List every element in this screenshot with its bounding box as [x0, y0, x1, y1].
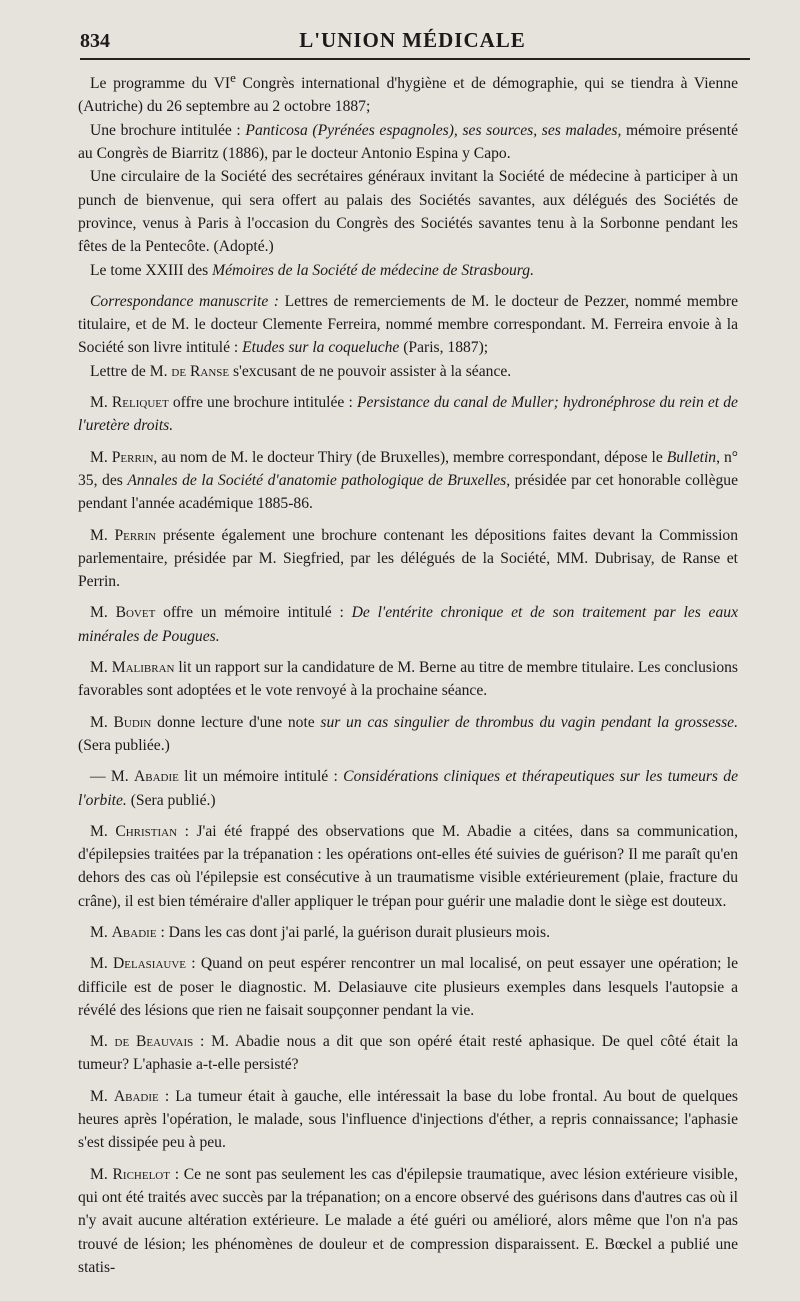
paragraph: Correspondance manuscrite : Lettres de remerciements de M. le docteur de Pezzer, nommé membre titulaire, et de M. le docteur Clemente Ferreira, nommé membre correspondant. M. Ferreira envoie à la Société son livre intitulé : Etudes sur la coqueluche (Paris, 1887); — [78, 292, 739, 357]
paragraph: Une brochure intitulée : Panticosa (Pyrénées espagnoles), ses sources, ses malades, mémoire présenté au Congrès de Biarritz (1886), par le docteur Antonio Espina y Capo. — [78, 121, 739, 163]
page-header — [80, 22, 745, 52]
paragraph: M. Reliquet offre une brochure intitulée : Persistance du canal de Muller; hydronéphrose du rein et de l'uretère droits. — [78, 394, 738, 435]
paragraph: M. Delasiauve : Quand on peut espérer rencontrer un mal localisé, on peut essayer une opération; le difficile est de poser le diagnostic. M. Delasiauve cite plusieurs exemples dans lesquels l'autopsie a révélé des lésions que rien ne faisait soupçonner pendant la vie. — [78, 955, 738, 1019]
paragraph: M. Bovet offre un mémoire intitulé : De l'entérite chronique et de son traitement par les eaux minérales de Pougues. — [78, 604, 738, 645]
paragraph: Le tome XXIII des Mémoires de la Société de médecine de Strasbourg. — [90, 261, 534, 279]
paragraph: — M. Abadie lit un mémoire intitulé : Considérations cliniques et thérapeutiques sur les tumeurs de l'orbite. (Sera publié.) — [78, 768, 739, 809]
paragraph: Une circulaire de la Société des secrétaires généraux invitant la Société de médecine à participer à un punch de bienvenue, qui sera offert au palais des Sociétés savantes, aux délégués des Sociétés de province, venus à Paris à l'occasion du Congrès des Sociétés savantes tenu à la Sorbonne pendant les fêtes de la Pentecôte. (Adopté.) — [78, 168, 738, 256]
paragraph: M. Malibran lit un rapport sur la candidature de M. Berne au titre de membre titulaire. Les conclusions favorables sont adoptées et le vote renvoyé à la prochaine séance. — [78, 659, 738, 700]
paragraph: M. Budin donne lecture d'une note sur un cas singulier de thrombus du vagin pendant la grossesse. (Sera publiée.) — [78, 713, 738, 754]
running-title: L'UNION MÉDICALE — [299, 28, 526, 52]
paragraph: Lettre de M. de Ranse s'excusant de ne pouvoir assister à la séance. — [90, 362, 512, 380]
article-body — [78, 66, 738, 1279]
paragraph: M. Perrin présente également une brochure contenant les dépositions faites devant la Commission parlementaire, présidée par M. Siegfried, par les délégués de la Société, MM. Dubrisay, de Ranse et Perrin. — [78, 526, 738, 591]
paragraph: M. Christian : J'ai été frappé des observations que M. Abadie a citées, dans sa communication, d'épilepsies traitées par la trépanation : les opérations ont-elles été suivies de guérison? Il me paraît qu'en dehors des cas où l'épilepsie est consécutive à un traumatisme visible extérieurement (plaie, fracture du crâne), il est bien téméraire d'aller appliquer le trépan pour guérir une maladie dont le siège est douteux. — [78, 822, 738, 910]
paragraph: M. Perrin, au nom de M. le docteur Thiry (de Bruxelles), membre correspondant, dépose le Bulletin, n° 35, des Annales de la Société d'anatomie pathologique de Bruxelles, présidée par cet honorable collègue pendant l'année académique 1885-86. — [78, 448, 738, 513]
paragraph: Le programme du VIe Congrès international d'hygiène et de démographie, qui se tiendra à Vienne (Autriche) du 26 septembre au 2 octobre 1887; — [78, 70, 738, 116]
header-rule — [80, 58, 750, 60]
paragraph: M. Abadie : La tumeur était à gauche, elle intéressait la base du lobe frontal. Au bout de quelques heures après l'opération, le malade, sous l'influence d'injections d'éther, a repris connaissance; l'aphasie s'est dissipée peu à peu. — [78, 1087, 738, 1152]
paragraph: M. Abadie : Dans les cas dont j'ai parlé, la guérison durait plusieurs mois. — [90, 923, 550, 941]
paragraph: M. Richelot : Ce ne sont pas seulement les cas d'épilepsie traumatique, avec lésion extérieure visible, qui ont été traités avec succès par la trépanation; on a encore observé des guérisons dans d'autres cas où il n'y avait aucune altération extérieure. Le malade a été guéri ou amélioré, alors même que l'on n'a pas trouvé de lésion; les phénomènes de douleur et de compression disparaissent. E. Bœckel a publié une statis- — [78, 1165, 738, 1276]
page-number: 834 — [80, 30, 110, 52]
paragraph: M. de Beauvais : M. Abadie nous a dit que son opéré était resté aphasique. De quel côté était la tumeur? L'aphasie a-t-elle persisté? — [78, 1033, 738, 1074]
